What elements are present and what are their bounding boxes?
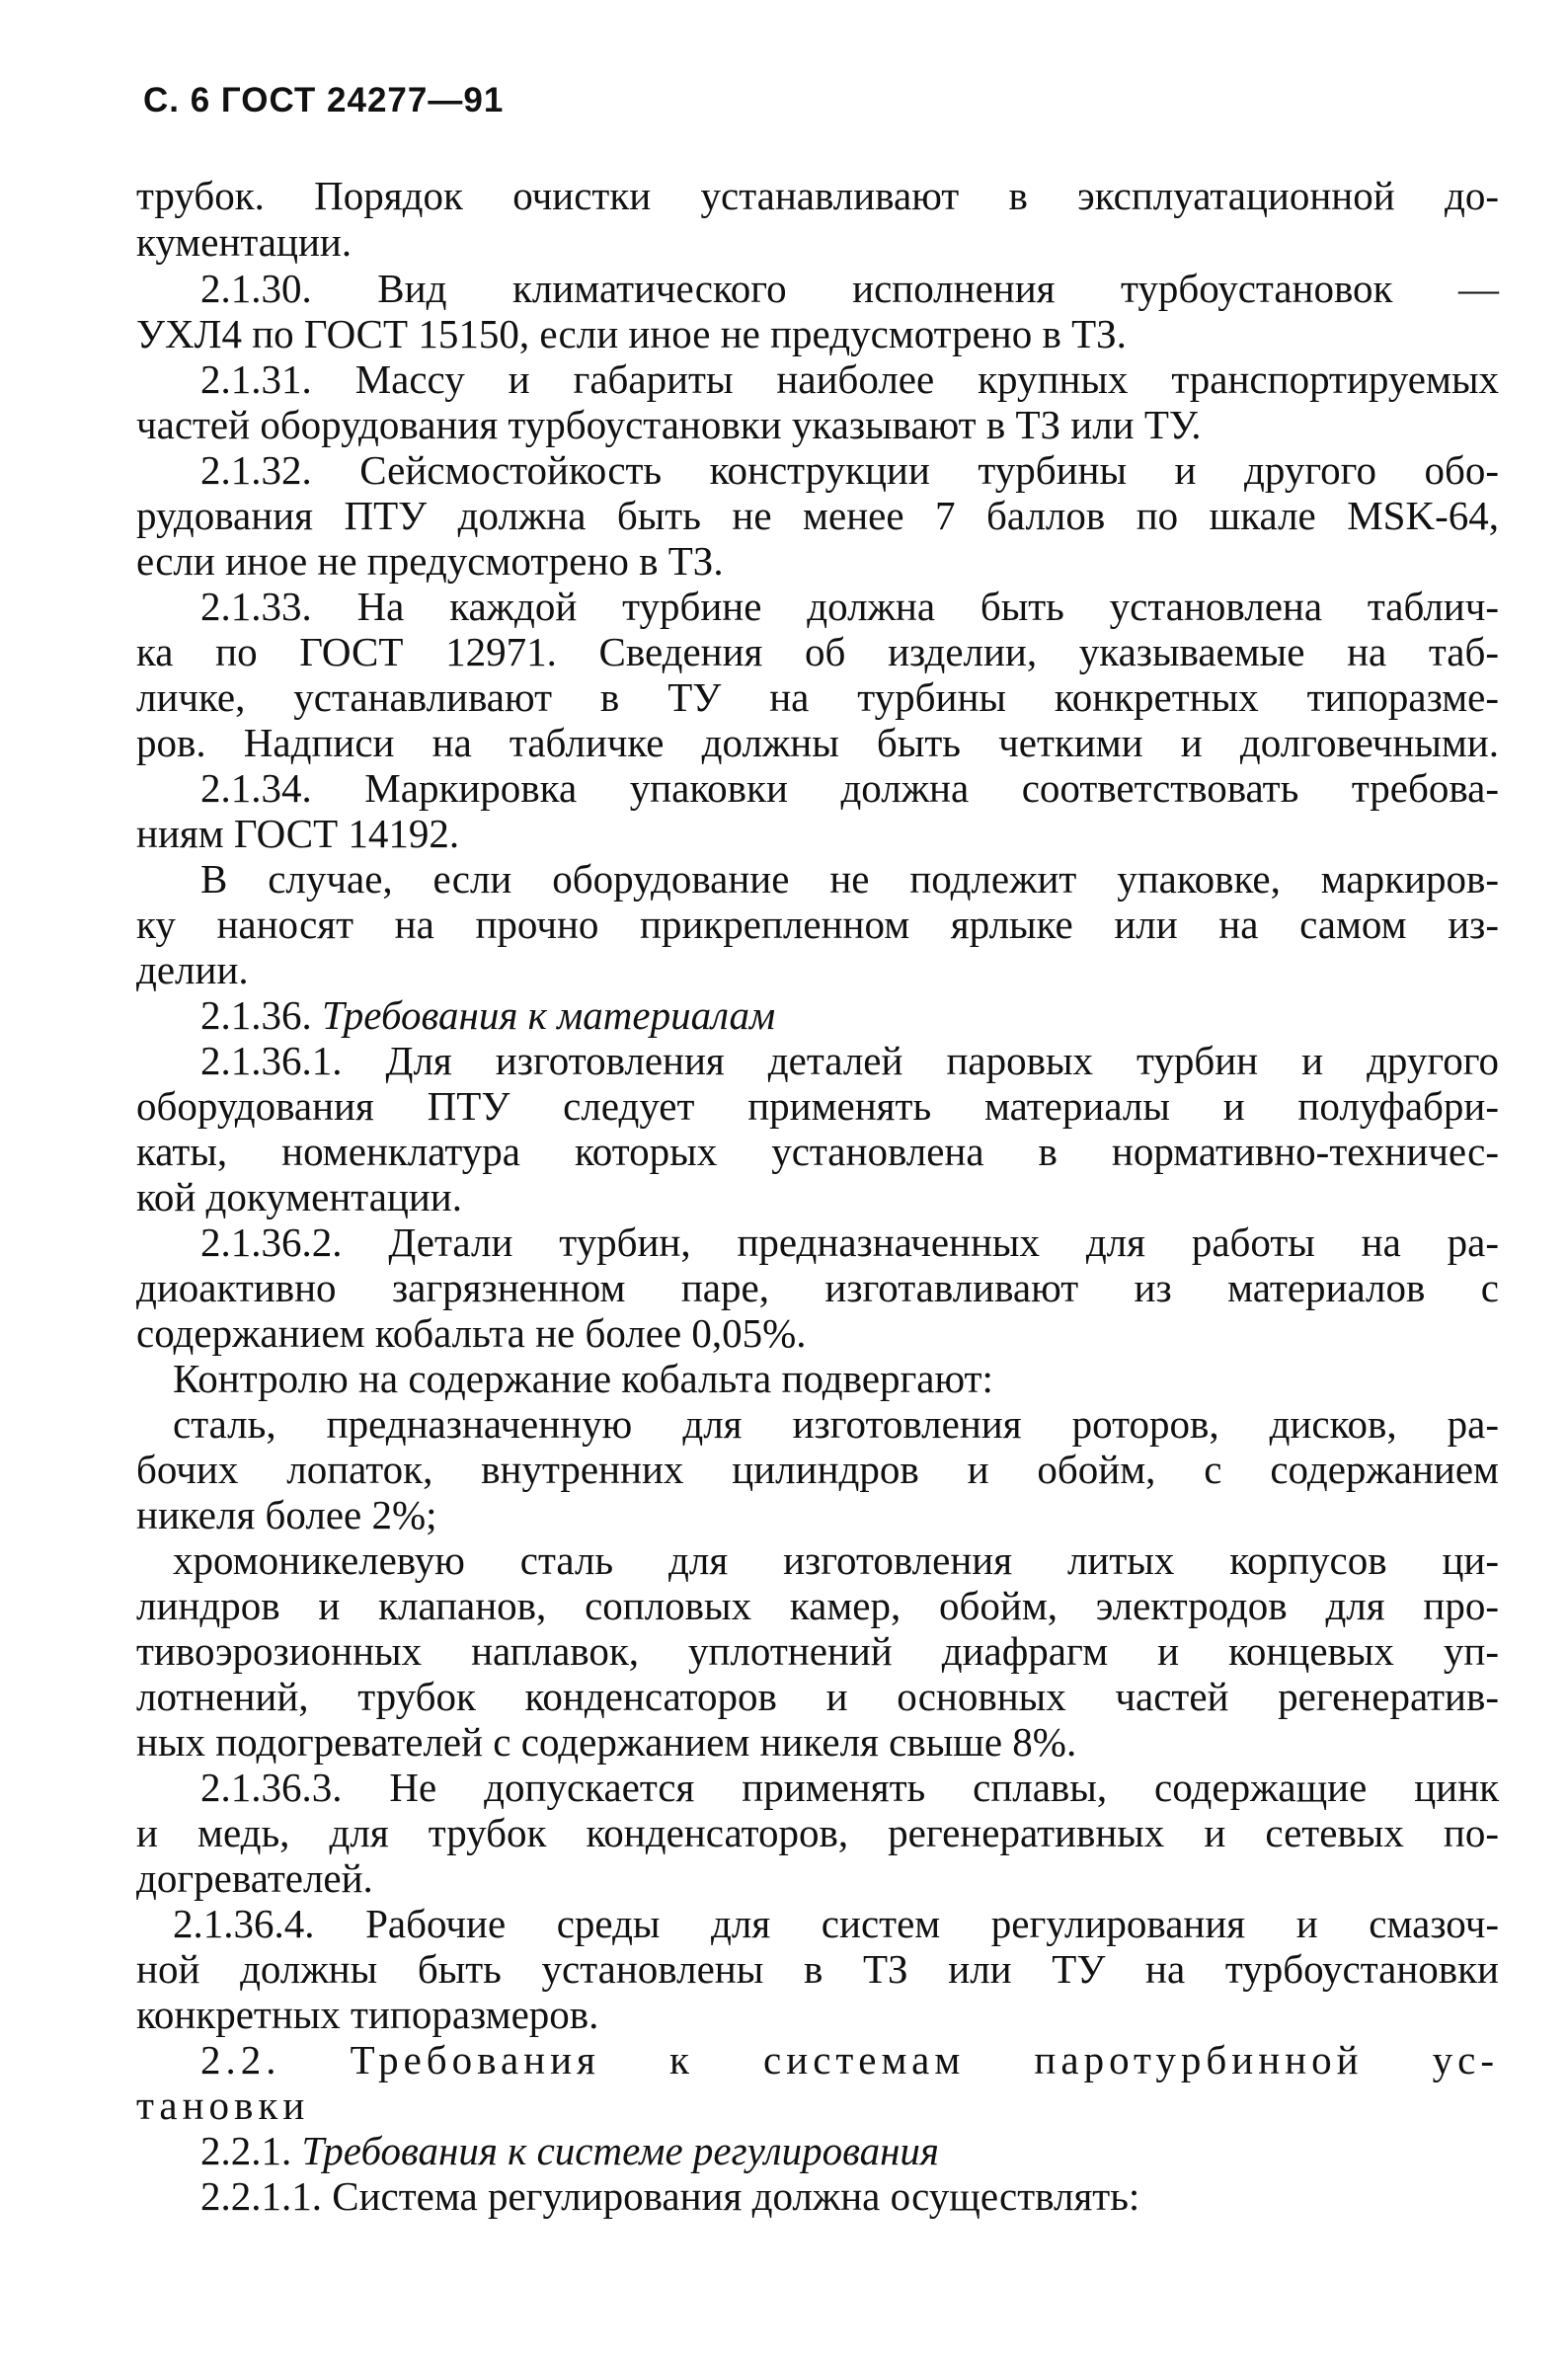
list-item-line: сталь, предназначенную для изготовления роторов, дисков, ра- [173, 1401, 1499, 1447]
text-line: ной должны быть установлены в ТЗ или ТУ на турбоустановки [136, 1946, 1499, 1992]
text-line: лотнений, трубок конденсаторов и основных частей регенератив- [136, 1674, 1499, 1719]
text-line: каты, номенклатура которых установлена в нормативно-техничес- [136, 1129, 1499, 1174]
text-line: если иное не предусмотрено в ТЗ. [136, 538, 724, 584]
text-line: тивоэрозионных наплавок, уплотнений диафрагм и концевых уп- [136, 1628, 1499, 1674]
text-line: ниям ГОСТ 14192. [136, 811, 460, 856]
clause-2-1-32: 2.1.32. Сейсмостойкость конструкции турбины и другого обо- [200, 447, 1499, 493]
clause-2-1-34: 2.1.34. Маркировка упаковки должна соответствовать требова- [200, 765, 1499, 811]
section-heading-2-2-cont: тановки [136, 2082, 310, 2128]
paragraph-line: Контролю на содержание кобальта подвергают: [173, 1356, 993, 1401]
text-line: догревателей. [136, 1855, 373, 1901]
heading-number: 2.1.36. [200, 992, 322, 1038]
clause-2-1-33: 2.1.33. На каждой турбине должна быть установлена таблич- [200, 584, 1499, 629]
heading-title: Требования к системе регулирования [301, 2128, 939, 2173]
text-line: делии. [136, 947, 249, 992]
clause-2-1-30: 2.1.30. Вид климатического исполнения турбоустановок — [200, 266, 1499, 311]
text-line: никеля более 2%; [136, 1492, 437, 1537]
heading-title: Требования к материалам [322, 992, 776, 1038]
text-line: и медь, для трубок конденсаторов, регенеративных и сетевых по- [136, 1810, 1499, 1855]
page-header: С. 6 ГОСТ 24277—91 [143, 81, 505, 119]
text-line: содержанием кобальта не более 0,05%. [136, 1310, 807, 1356]
section-heading-2-2: 2.2. Требования к системам паротурбинной ус- [200, 2037, 1499, 2082]
text-line: трубок. Порядок очистки устанавливают в эксплуатационной до- [136, 173, 1499, 218]
text-line: ров. Надписи на табличке должны быть четкими и долговечными. [136, 720, 1499, 765]
text-line: оборудования ПТУ следует применять материалы и полуфабри- [136, 1083, 1499, 1129]
paragraph-line: В случае, если оборудование не подлежит упаковке, маркиров- [200, 856, 1499, 902]
text-line: ку наносят на прочно прикрепленном ярлыке или на самом из- [136, 902, 1499, 947]
text-line: диоактивно загрязненном паре, изготавливают из материалов с [136, 1265, 1499, 1310]
text-line: рудования ПТУ должна быть не менее 7 баллов по шкале MSK-64, [136, 493, 1499, 538]
text-line: линдров и клапанов, сопловых камер, обойм, электродов для про- [136, 1583, 1499, 1628]
text-line: ка по ГОСТ 12971. Сведения об изделии, указываемые на таб- [136, 629, 1499, 674]
text-line: УХЛ4 по ГОСТ 15150, если иное не предусмотрено в ТЗ. [136, 311, 1127, 356]
clause-2-1-36-4: 2.1.36.4. Рабочие среды для систем регулирования и смазоч- [173, 1901, 1499, 1946]
list-item-line: хромоникелевую сталь для изготовления литых корпусов ци- [173, 1537, 1499, 1583]
section-heading-2-1-36 [200, 992, 1499, 1039]
clause-2-2-1-1: 2.2.1.1. Система регулирования должна осуществлять: [200, 2173, 1140, 2219]
text-line: кументации. [136, 219, 353, 265]
heading-number: 2.2.1. [200, 2128, 302, 2173]
clause-2-1-36-2: 2.1.36.2. Детали турбин, предназначенных для работы на ра- [200, 1219, 1499, 1265]
text-line: конкретных типоразмеров. [136, 1992, 599, 2037]
text-line: бочих лопаток, внутренних цилиндров и обойм, с содержанием [136, 1447, 1499, 1492]
clause-2-1-36-1: 2.1.36.1. Для изготовления деталей паровых турбин и другого [200, 1038, 1499, 1083]
section-heading-2-2-1 [200, 2128, 1499, 2174]
clause-2-1-36-3: 2.1.36.3. Не допускается применять сплавы, содержащие цинк [200, 1765, 1499, 1810]
text-line: ных подогревателей с содержанием никеля свыше 8%. [136, 1719, 1077, 1765]
text-line: частей оборудования турбоустановки указывают в ТЗ или ТУ. [136, 402, 1202, 447]
clause-2-1-31: 2.1.31. Массу и габариты наиболее крупных транспортируемых [200, 356, 1499, 402]
text-line: кой документации. [136, 1174, 462, 1219]
text-line: личке, устанавливают в ТУ на турбины конкретных типоразме- [136, 674, 1499, 720]
